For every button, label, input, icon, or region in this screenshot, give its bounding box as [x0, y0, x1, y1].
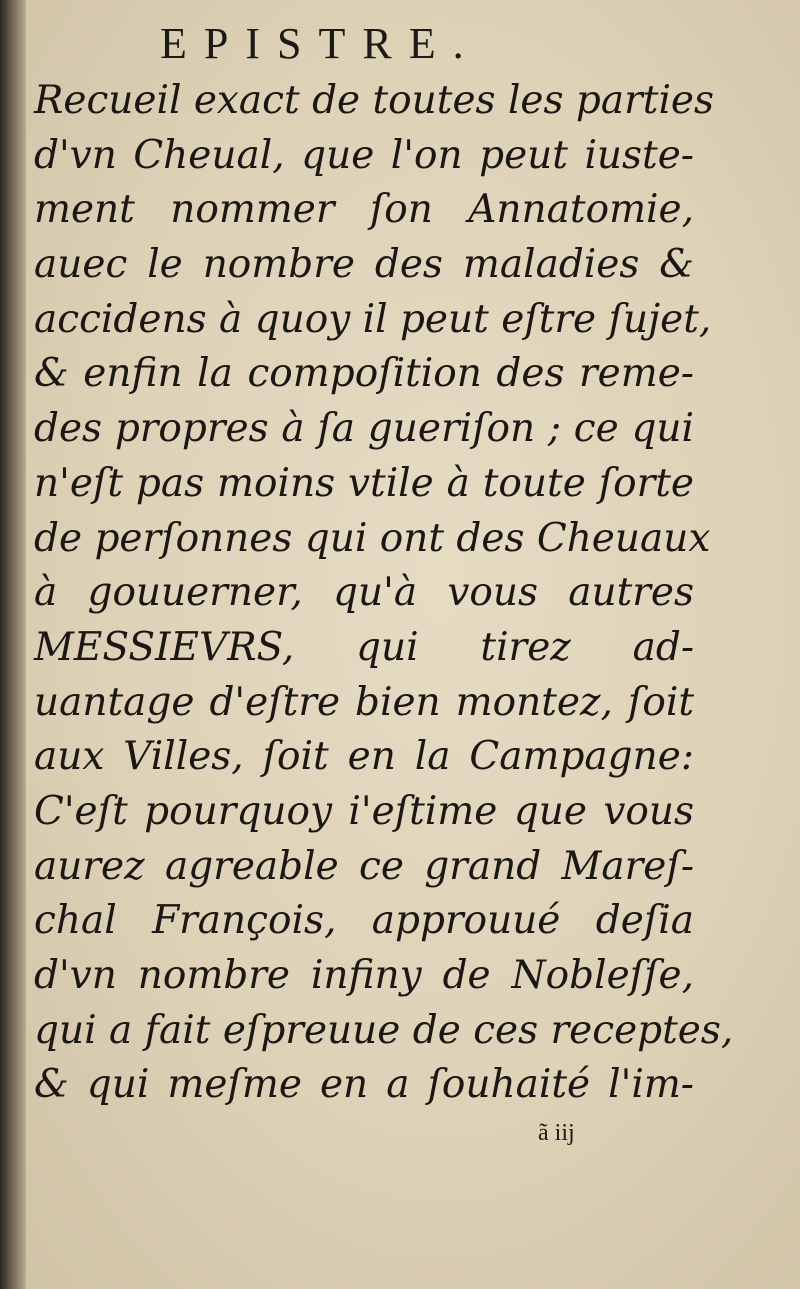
- text-line: & qui meſme en a ſouhaité l'im-: [34, 1062, 694, 1108]
- text-line: ment nommer ſon Annatomie,: [34, 187, 694, 233]
- text-line: à gouuerner, qu'à vous autres: [34, 570, 694, 616]
- text-line: MESSIEVRS, qui tirez ad-: [34, 624, 694, 670]
- text-line: & enfin la compoſition des reme-: [34, 351, 694, 397]
- binding-gutter: [0, 0, 26, 1289]
- body-text: [34, 74, 734, 1113]
- text-line: des propres à ſa gueriſon ; ce qui: [34, 406, 694, 452]
- text-line: qui a fait eſpreuue de ces receptes,: [34, 1007, 734, 1053]
- text-line: uantage d'eſtre bien montez, ſoit: [34, 679, 694, 725]
- text-line: aurez agreable ce grand Mareſ-: [34, 843, 694, 889]
- running-head: EPISTRE.: [160, 19, 481, 68]
- text-line: aux Villes, ſoit en la Campagne:: [34, 734, 694, 780]
- text-line: d'vn nombre infiny de Nobleſſe,: [34, 953, 694, 998]
- signature-mark: ã iij: [538, 1120, 575, 1146]
- text-line: n'eſt pas moins vtile à toute ſorte: [34, 460, 694, 506]
- text-line: Recueil exact de toutes les parties: [34, 78, 715, 123]
- text-line: d'vn Cheual, que l'on peut iuste-: [34, 132, 694, 178]
- text-line: chal François, approuué deſia: [34, 898, 694, 944]
- text-line: auec le nombre des maladies &: [34, 242, 694, 288]
- text-line: de perſonnes qui ont des Cheuaux: [34, 515, 711, 561]
- text-line: C'eſt pourquoy i'eſtime que vous: [34, 788, 694, 834]
- text-line: accidens à quoy il peut eſtre ſujet,: [34, 296, 712, 342]
